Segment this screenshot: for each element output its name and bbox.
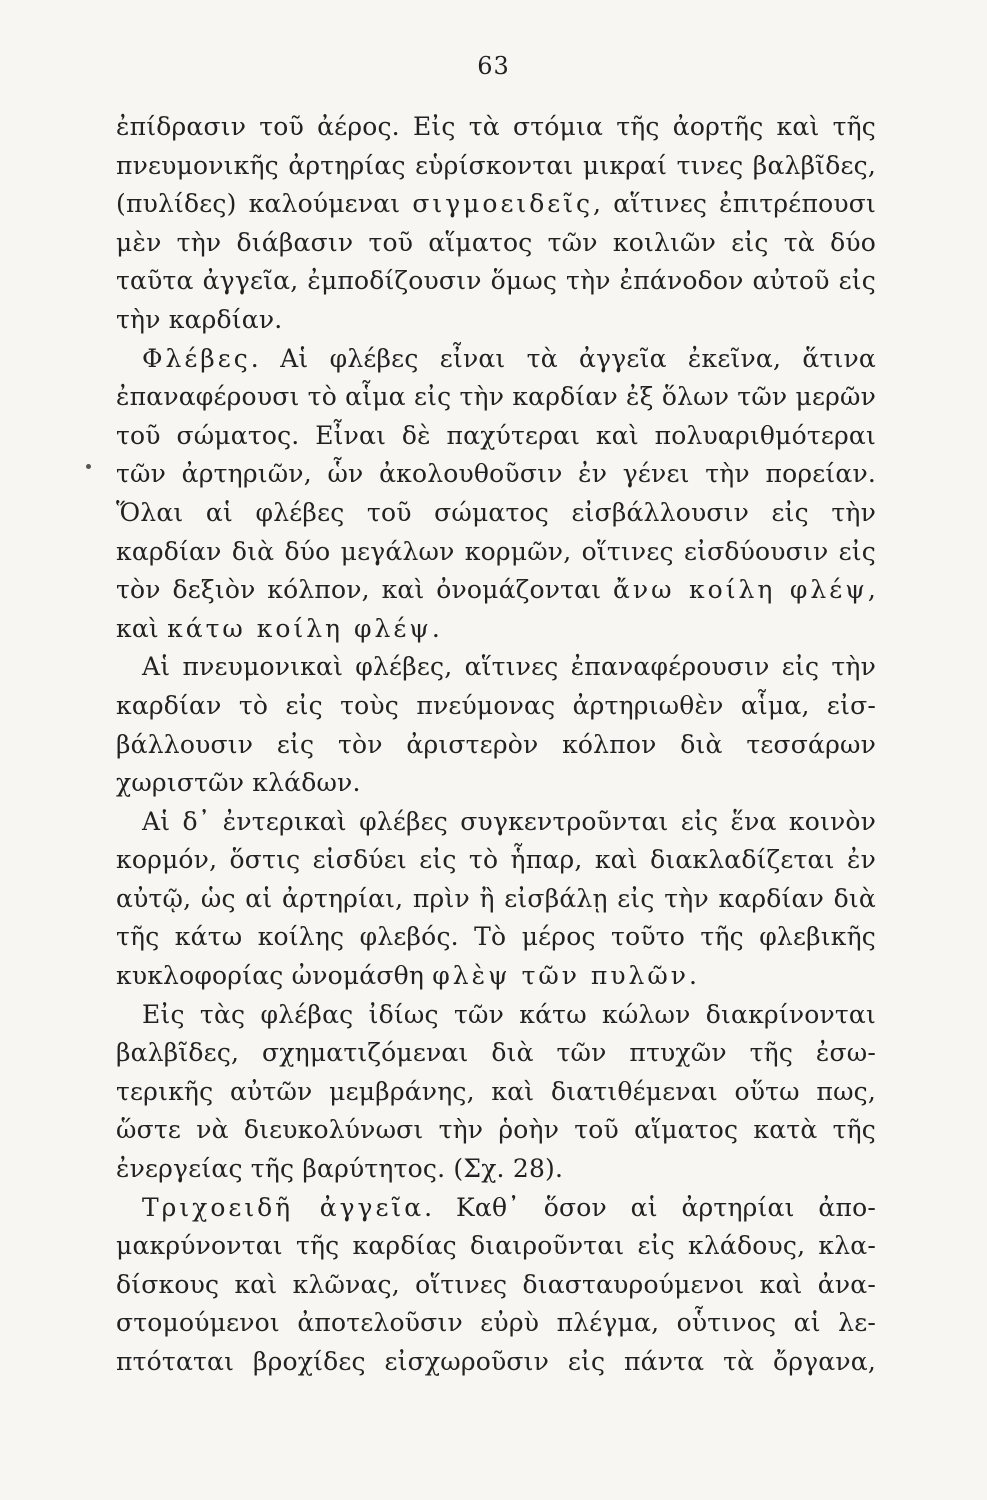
text-line bbox=[116, 1266, 876, 1305]
text-segment: . Αἱ φλέβες εἶναι τὰ ἀγγεῖα ἐκεῖνα, ἅτινα bbox=[250, 343, 876, 373]
spaced-term: σιγμοειδεῖς bbox=[412, 189, 594, 219]
text-line bbox=[116, 533, 876, 572]
text-line bbox=[116, 957, 876, 996]
text-line bbox=[116, 494, 876, 533]
text-segment: μακρύνονται τῆς καρδίας διαιροῦνται εἰς κλάδους, κλα- bbox=[116, 1231, 876, 1261]
text-line bbox=[116, 841, 876, 880]
spaced-term: ἄνω κοίλη φλέψ bbox=[613, 575, 868, 605]
text-line bbox=[116, 571, 876, 610]
text-line bbox=[116, 648, 876, 687]
text-line bbox=[116, 1111, 876, 1150]
text-segment: βαλβῖδες, σχηματιζόμεναι διὰ τῶν πτυχῶν τῆς ἐσω- bbox=[116, 1038, 876, 1068]
spaced-term: Φλέβες bbox=[142, 343, 251, 373]
text-segment: καὶ bbox=[116, 613, 168, 643]
text-segment: τερικῆς αὐτῶν μεμβράνης, καὶ διατιθέμεναι οὕτω πως, bbox=[116, 1076, 876, 1106]
text-segment: Ὅλαι αἱ φλέβες τοῦ σώματος εἰσβάλλουσιν εἰς τὴν bbox=[116, 497, 876, 527]
text-segment: ἐνεργείας τῆς βαρύτητος. (Σχ. 28). bbox=[116, 1154, 564, 1184]
text-segment: κυκλοφορίας ὠνομάσθη bbox=[116, 961, 433, 991]
text-segment: αὐτῷ, ὡς αἱ ἀρτηρίαι, πρὶν ἢ εἰσβάλῃ εἰς τὴν καρδίαν διὰ bbox=[116, 883, 876, 913]
text-line bbox=[116, 803, 876, 842]
spaced-term: κάτω κοίλη φλέψ bbox=[167, 613, 432, 643]
text-line bbox=[116, 1343, 876, 1382]
text-segment: . bbox=[688, 961, 698, 991]
text-segment: πνευμονικῆς ἀρτηρίας εὑρίσκονται μικραί τινες βαλβῖδες, bbox=[116, 150, 876, 180]
text-segment: . Καθ᾽ ὅσον αἱ ἀρτηρίαι ἀπο- bbox=[424, 1192, 876, 1222]
text-line bbox=[116, 455, 876, 494]
ink-speck bbox=[86, 464, 91, 469]
text-segment: δίσκους καὶ κλῶνας, οἵτινες διασταυρούμενοι καὶ ἀνα- bbox=[116, 1269, 876, 1299]
text-line bbox=[116, 918, 876, 957]
text-segment: Αἱ πνευμονικαὶ φλέβες, αἵτινες ἐπαναφέρουσιν εἰς τὴν bbox=[142, 652, 876, 682]
page-number: 63 bbox=[477, 52, 510, 80]
text-segment: βάλλουσιν εἰς τὸν ἀριστερὸν κόλπον διὰ τεσσάρων bbox=[116, 729, 876, 759]
text-line bbox=[116, 880, 876, 919]
text-line bbox=[116, 687, 876, 726]
text-line bbox=[116, 224, 876, 263]
spaced-term: Τριχοειδῆ ἀγγεῖα bbox=[142, 1192, 425, 1222]
text-segment: χωριστῶν κλάδων. bbox=[116, 768, 361, 798]
text-segment: καρδίαν τὸ εἰς τοὺς πνεύμονας ἀρτηριωθὲν αἷμα, εἰσ- bbox=[116, 690, 876, 720]
text-line bbox=[116, 417, 876, 456]
text-segment: Εἰς τὰς φλέβας ἰδίως τῶν κάτω κώλων διακρίνονται bbox=[142, 999, 876, 1029]
text-segment: (πυλίδες) καλούμεναι bbox=[116, 189, 413, 219]
text-segment: πτόταται βροχίδες εἰσχωροῦσιν εἰς πάντα τὰ ὄργανα, bbox=[116, 1347, 876, 1376]
text-line bbox=[116, 340, 876, 379]
body-text bbox=[116, 108, 876, 1382]
text-line bbox=[116, 301, 876, 340]
text-segment: τῆς κάτω κοίλης φλεβός. Τὸ μέρος τοῦτο τῆς φλεβικῆς bbox=[116, 922, 876, 952]
text-segment: ταῦτα ἀγγεῖα, ἐμποδίζουσιν ὅμως τὴν ἐπάνοδον αὐτοῦ εἰς bbox=[116, 266, 876, 296]
text-line bbox=[116, 108, 876, 147]
text-segment: ὥστε νὰ διευκολύνωσι τὴν ῥοὴν τοῦ αἵματος κατὰ τῆς bbox=[116, 1115, 876, 1145]
text-segment: στομούμενοι ἀποτελοῦσιν εὐρὺ πλέγμα, οὗτινος αἱ λε- bbox=[116, 1308, 876, 1338]
text-line bbox=[116, 185, 876, 224]
text-segment: τὸν δεξιὸν κόλπον, καὶ ὀνομάζονται bbox=[116, 575, 613, 605]
text-line bbox=[116, 262, 876, 301]
text-line bbox=[116, 1073, 876, 1112]
text-segment: τὴν καρδίαν. bbox=[116, 304, 283, 334]
text-segment: καρδίαν διὰ δύο μεγάλων κορμῶν, οἵτινες εἰσδύουσιν εἰς bbox=[116, 536, 876, 566]
text-line bbox=[116, 147, 876, 186]
text-line bbox=[116, 764, 876, 803]
text-segment: μὲν τὴν διάβασιν τοῦ αἵματος τῶν κοιλιῶν εἰς τὰ δύο bbox=[116, 227, 876, 257]
text-segment: τῶν ἀρτηριῶν, ὧν ἀκολουθοῦσιν ἐν γένει τὴν πορείαν. bbox=[116, 459, 876, 489]
text-segment: , bbox=[867, 575, 876, 605]
text-segment: . bbox=[431, 613, 441, 643]
text-segment: ἐπίδρασιν τοῦ ἀέρος. Εἰς τὰ στόμια τῆς ἀορτῆς καὶ τῆς bbox=[116, 112, 876, 141]
text-line bbox=[116, 1227, 876, 1266]
text-line bbox=[116, 1150, 876, 1189]
text-line bbox=[116, 996, 876, 1035]
text-line bbox=[116, 378, 876, 417]
text-line bbox=[116, 610, 876, 649]
text-line bbox=[116, 726, 876, 765]
text-line bbox=[116, 1189, 876, 1228]
text-segment: , αἵτινες ἐπιτρέπουσι bbox=[593, 189, 876, 219]
text-line bbox=[116, 1304, 876, 1343]
text-segment: τοῦ σώματος. Εἶναι δὲ παχύτεραι καὶ πολυαριθμότεραι bbox=[116, 420, 876, 450]
text-segment: Αἱ δ᾽ ἐντερικαὶ φλέβες συγκεντροῦνται εἰς ἕνα κοινὸν bbox=[142, 806, 876, 836]
text-segment: κορμόν, ὅστις εἰσδύει εἰς τὸ ἧπαρ, καὶ διακλαδίζεται ἐν bbox=[116, 845, 876, 875]
text-line bbox=[116, 1034, 876, 1073]
spaced-term: φλὲψ τῶν πυλῶν bbox=[432, 961, 689, 991]
text-segment: ἐπαναφέρουσι τὸ αἷμα εἰς τὴν καρδίαν ἐξ ὅλων τῶν μερῶν bbox=[116, 382, 876, 412]
